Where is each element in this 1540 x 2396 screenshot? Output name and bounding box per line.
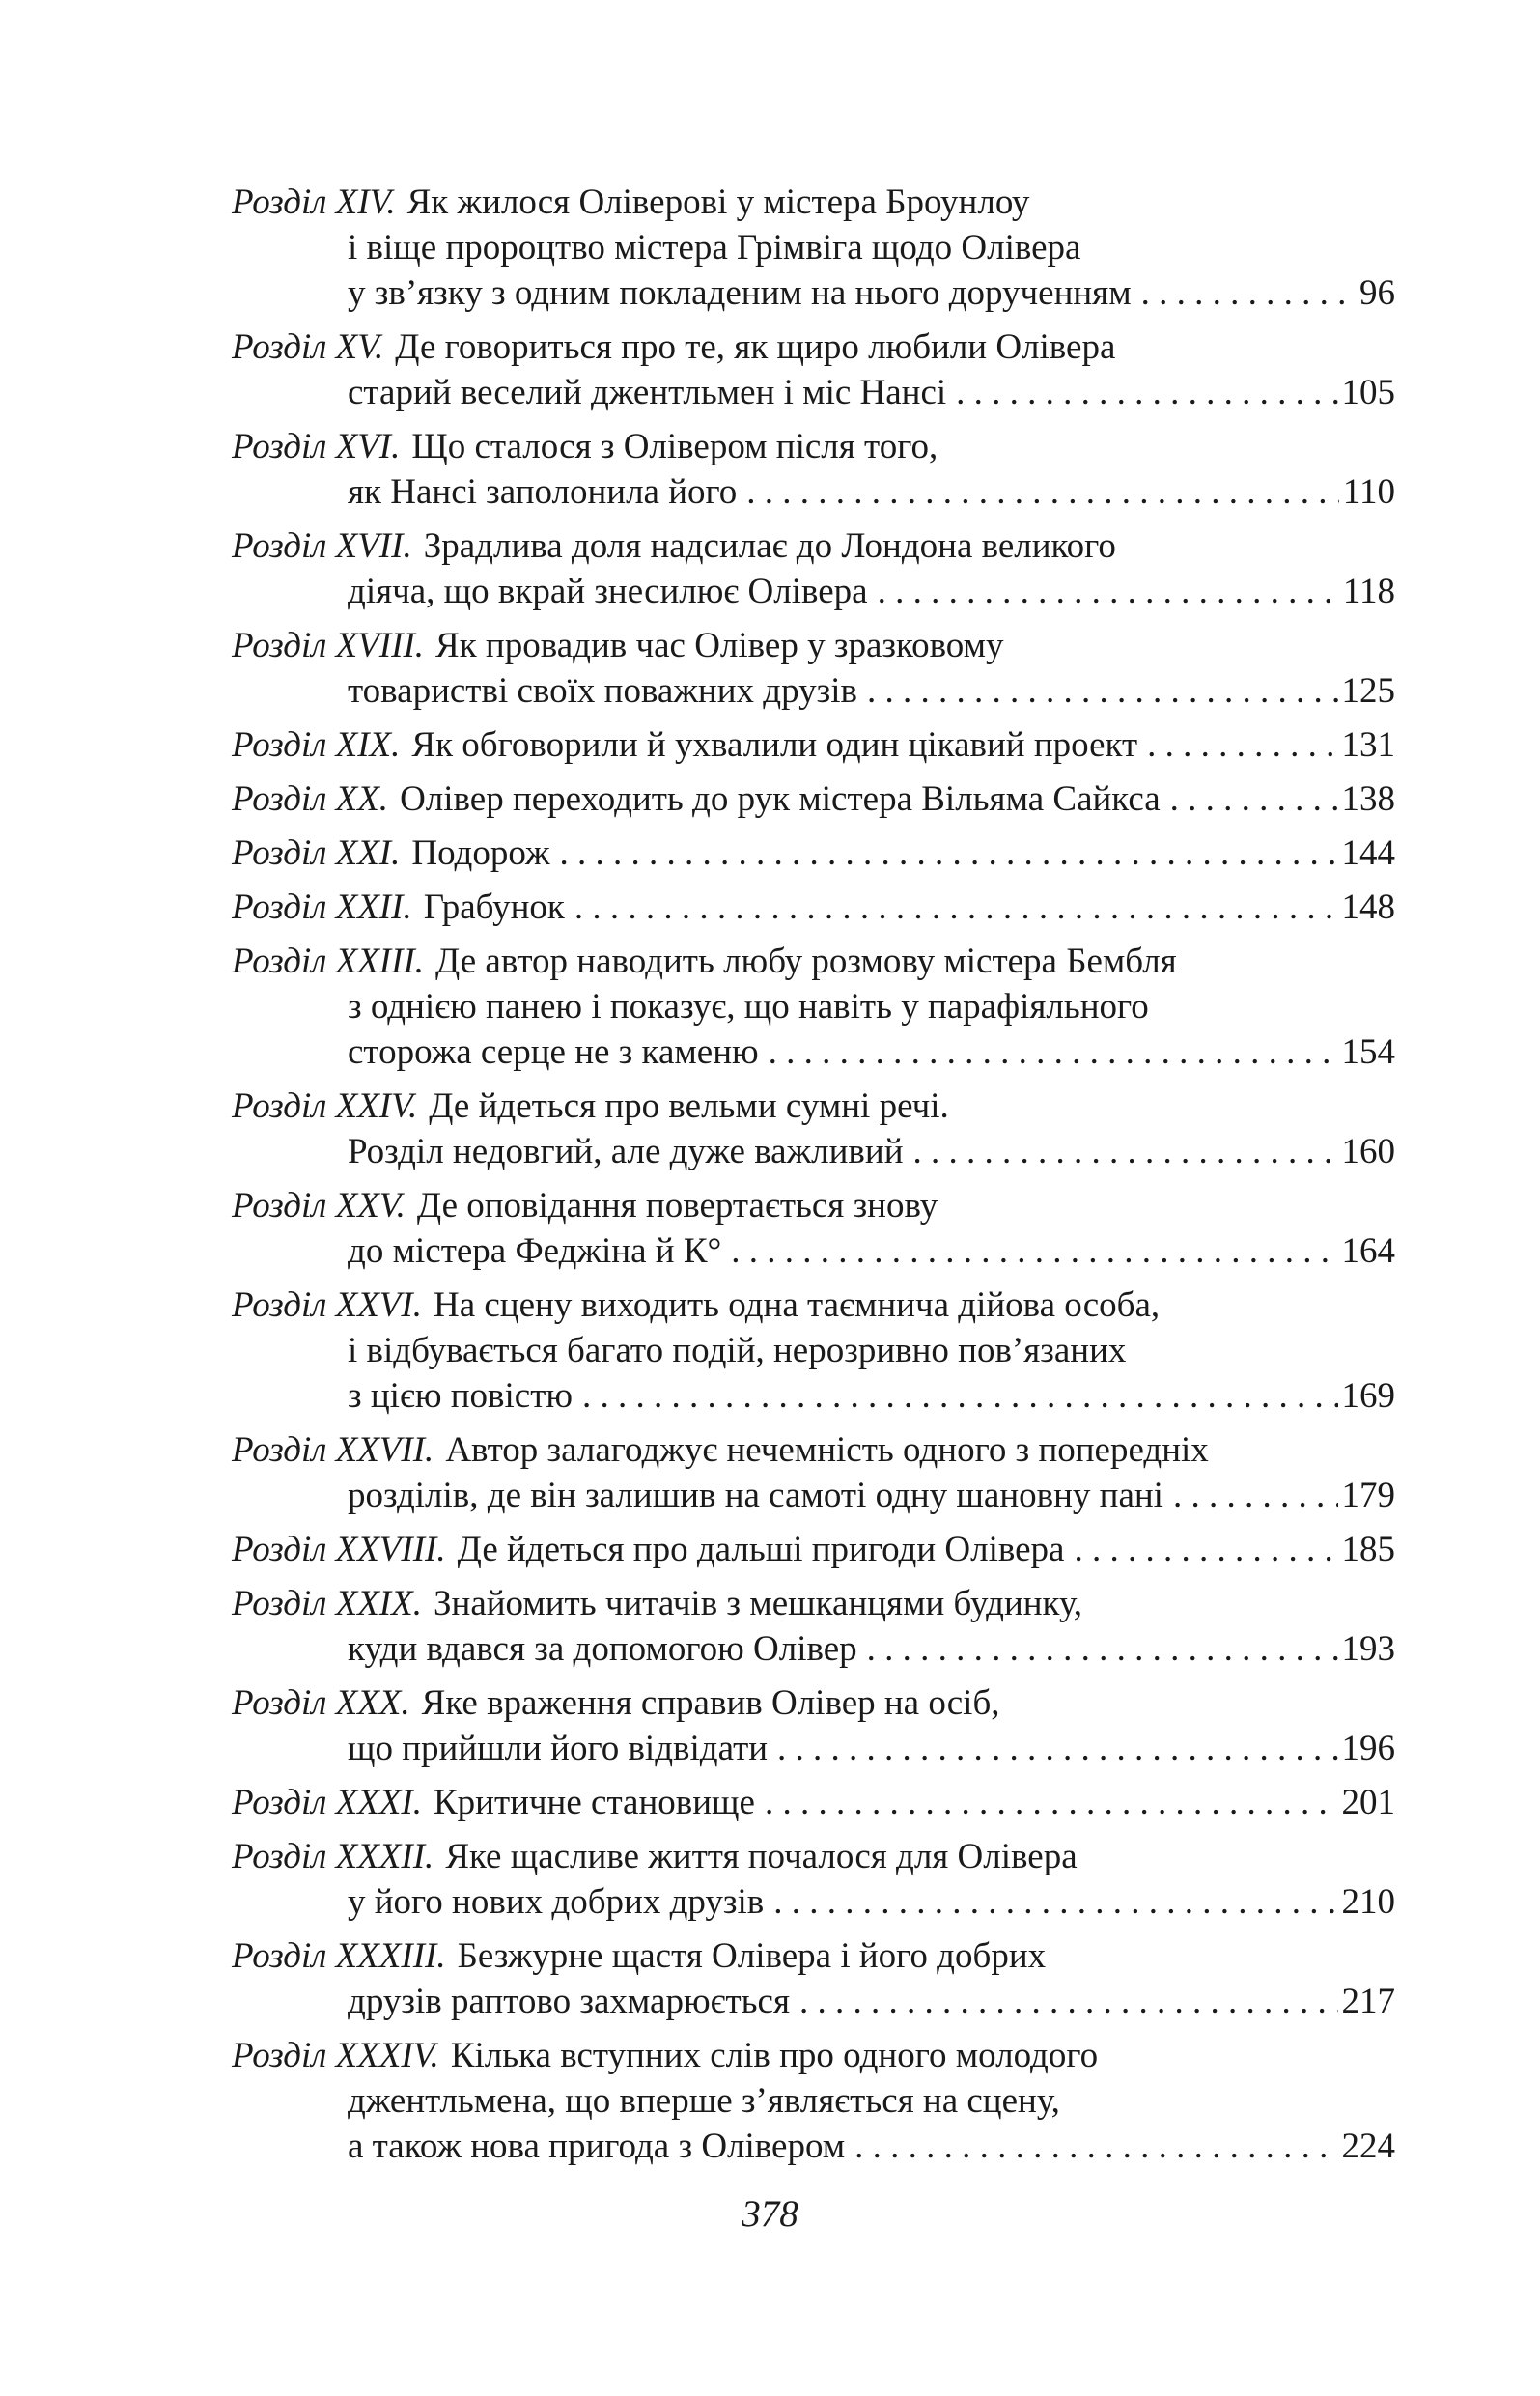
toc-page-number: 105 xyxy=(1341,373,1395,412)
toc-entry-line xyxy=(232,2078,1395,2124)
toc-entry xyxy=(232,831,1395,876)
toc-page-number: 164 xyxy=(1341,1231,1395,1271)
toc-page-number: 160 xyxy=(1341,1132,1395,1171)
toc-entry-line xyxy=(232,225,1395,270)
dot-leader xyxy=(799,1979,1338,2024)
toc-page-number: 210 xyxy=(1341,1882,1395,1922)
toc-entry-line xyxy=(232,1879,1395,1925)
toc-entry xyxy=(232,1780,1395,1825)
toc-page-number: 201 xyxy=(1341,1783,1395,1822)
toc-entry xyxy=(232,1283,1395,1419)
chapter-label: Розділ XXIV. xyxy=(232,1086,418,1126)
toc-entry-line xyxy=(232,1084,1395,1129)
chapter-title-text: Як жилося Оліверові у містера Броунлоу xyxy=(406,183,1030,222)
toc-entry-line xyxy=(232,2124,1395,2169)
dot-leader xyxy=(1170,776,1338,822)
toc-entry-line xyxy=(232,668,1395,714)
chapter-label: Розділ XVII. xyxy=(232,526,412,566)
toc-entry-line xyxy=(232,569,1395,614)
chapter-title-text: Як провадив час Олівер у зразковому xyxy=(435,626,1004,665)
chapter-label: Розділ XXVII. xyxy=(232,1430,434,1470)
chapter-title-text: Грабунок xyxy=(423,888,565,927)
dot-leader xyxy=(731,1228,1337,1274)
dot-leader xyxy=(867,668,1338,714)
chapter-title-text: Яке враження справив Олівер на осіб, xyxy=(421,1683,1000,1723)
toc-entry-line xyxy=(232,424,1395,469)
chapter-label: Розділ XXIX. xyxy=(232,1584,422,1623)
toc-entry-line xyxy=(232,1473,1395,1518)
toc-entry-line xyxy=(232,469,1395,515)
chapter-label: Розділ XVI. xyxy=(232,427,401,466)
toc-entry-line xyxy=(232,1626,1395,1672)
toc-entry xyxy=(232,722,1395,768)
toc-page-number: 193 xyxy=(1341,1629,1395,1669)
toc-entry-line xyxy=(232,831,1395,876)
chapter-title-text: Подорож xyxy=(411,833,550,873)
chapter-title-text: куди вдався за допомогою Олівер xyxy=(348,1629,857,1669)
chapter-title-text: у зв’язку з одним покладеним на нього дорученням xyxy=(348,273,1132,313)
toc-page-number: 131 xyxy=(1341,725,1395,765)
toc-entry-line xyxy=(232,1427,1395,1473)
chapter-label: Розділ XXXI. xyxy=(232,1783,422,1822)
dot-leader xyxy=(1173,1473,1338,1518)
toc-entry-line xyxy=(232,1979,1395,2024)
toc-entry-line xyxy=(232,1834,1395,1879)
dot-leader xyxy=(746,469,1339,515)
chapter-title-text: друзів раптово захмарюється xyxy=(348,1982,790,2021)
toc-page-number: 196 xyxy=(1341,1729,1395,1768)
toc-entry xyxy=(232,1084,1395,1174)
dot-leader xyxy=(854,2124,1337,2169)
dot-leader xyxy=(582,1373,1337,1419)
page-number: 378 xyxy=(742,2193,798,2235)
toc-entry-line xyxy=(232,722,1395,768)
chapter-label: Розділ XIX. xyxy=(232,725,401,765)
table-of-contents xyxy=(232,180,1395,2178)
toc-page-number: 185 xyxy=(1341,1530,1395,1569)
toc-page-number: 154 xyxy=(1341,1032,1395,1072)
toc-entry xyxy=(232,2033,1395,2169)
dot-leader xyxy=(1141,270,1356,316)
toc-entry xyxy=(232,1183,1395,1274)
toc-entry xyxy=(232,776,1395,822)
toc-page-number: 118 xyxy=(1342,572,1395,611)
chapter-title-text: Де оповідання повертається знову xyxy=(416,1186,938,1226)
chapter-title-text: Де автор наводить любу розмову містера Бембля xyxy=(435,942,1177,981)
chapter-title-text: товаристві своїх поважних друзів xyxy=(348,671,857,711)
toc-entry-line xyxy=(232,939,1395,984)
toc-entry-line xyxy=(232,623,1395,668)
chapter-title-text: і відбувається багато подій, нерозривно пов’язаних xyxy=(348,1331,1127,1370)
chapter-title-text: як Нансі заполонила його xyxy=(348,472,738,512)
dot-leader xyxy=(867,1626,1338,1672)
chapter-title-text: На сцену виходить одна таємнича дійова особа, xyxy=(433,1285,1161,1325)
toc-entry xyxy=(232,939,1395,1075)
dot-leader xyxy=(574,885,1338,930)
toc-entry xyxy=(232,1581,1395,1672)
toc-entry-line xyxy=(232,180,1395,225)
chapter-title-text: Знайомить читачів з мешканцями будинку, xyxy=(433,1584,1083,1623)
chapter-title-text: що прийшли його відвідати xyxy=(348,1729,769,1768)
chapter-title-text: Автор залагоджує нечемність одного з попередніх xyxy=(445,1430,1209,1470)
toc-entry-line xyxy=(232,1527,1395,1572)
chapter-title-text: Яке щасливе життя почалося для Олівера xyxy=(445,1837,1078,1876)
chapter-label: Розділ XX. xyxy=(232,779,389,819)
chapter-label: Розділ XXXIII. xyxy=(232,1936,446,1976)
toc-entry-line xyxy=(232,1373,1395,1419)
toc-entry xyxy=(232,523,1395,614)
toc-entry xyxy=(232,324,1395,415)
chapter-title-text: Розділ недовгий, але дуже важливий xyxy=(348,1132,904,1171)
toc-entry-line xyxy=(232,1680,1395,1726)
toc-entry xyxy=(232,1834,1395,1925)
toc-entry-line xyxy=(232,984,1395,1029)
toc-page-number: 169 xyxy=(1341,1376,1395,1416)
toc-entry-line xyxy=(232,1183,1395,1228)
chapter-label: Розділ XXVI. xyxy=(232,1285,422,1325)
chapter-title-text: до містера Феджіна й К° xyxy=(348,1231,722,1271)
chapter-title-text: а також нова пригода з Олівером xyxy=(348,2127,846,2166)
chapter-label: Розділ XXV. xyxy=(232,1186,406,1226)
dot-leader xyxy=(777,1726,1337,1771)
toc-page-number: 96 xyxy=(1359,273,1395,313)
toc-entry-line xyxy=(232,1328,1395,1373)
toc-entry-line xyxy=(232,1129,1395,1174)
toc-entry-line xyxy=(232,1933,1395,1979)
toc-entry xyxy=(232,885,1395,930)
toc-page-number: 179 xyxy=(1341,1476,1395,1515)
chapter-title-text: Де йдеться про дальші пригоди Олівера xyxy=(457,1530,1065,1569)
chapter-label: Розділ XVIII. xyxy=(232,626,425,665)
toc-entry xyxy=(232,623,1395,714)
chapter-title-text: розділів, де він залишив на самоті одну шановну пані xyxy=(348,1476,1163,1515)
dot-leader xyxy=(769,1029,1338,1075)
toc-entry-line xyxy=(232,2033,1395,2078)
chapter-title-text: у його нових добрих друзів xyxy=(348,1882,765,1922)
chapter-title-text: Кілька вступних слів про одного молодого xyxy=(450,2036,1099,2075)
chapter-label: Розділ XXI. xyxy=(232,833,401,873)
toc-entry-line xyxy=(232,1726,1395,1771)
chapter-title-text: Що сталося з Олівером після того, xyxy=(411,427,938,466)
dot-leader xyxy=(560,831,1338,876)
toc-page-number: 148 xyxy=(1341,888,1395,927)
toc-page-number: 125 xyxy=(1341,671,1395,711)
chapter-label: Розділ XIV. xyxy=(232,183,396,222)
chapter-title-text: старий веселий джентльмен і міс Нансі xyxy=(348,373,947,412)
chapter-title-text: Де йдеться про вельми сумні речі. xyxy=(429,1086,949,1126)
toc-entry-line xyxy=(232,523,1395,569)
chapter-label: Розділ XV. xyxy=(232,327,384,367)
toc-entry-line xyxy=(232,1228,1395,1274)
toc-entry-line xyxy=(232,1029,1395,1075)
chapter-title-text: з цією повістю xyxy=(348,1376,574,1416)
toc-entry xyxy=(232,1933,1395,2024)
toc-page-number: 144 xyxy=(1341,833,1395,873)
chapter-title-text: Зрадлива доля надсилає до Лондона великого xyxy=(423,526,1116,566)
toc-entry-line xyxy=(232,1283,1395,1328)
toc-entry xyxy=(232,424,1395,515)
chapter-label: Розділ XXXIV. xyxy=(232,2036,439,2075)
dot-leader xyxy=(913,1129,1338,1174)
toc-entry xyxy=(232,1527,1395,1572)
chapter-title-text: Де говориться про те, як щиро любили Олівера xyxy=(395,327,1116,367)
chapter-title-text: джентльмена, що вперше з’являється на сцену, xyxy=(348,2081,1060,2121)
dot-leader xyxy=(765,1780,1338,1825)
toc-entry xyxy=(232,1427,1395,1518)
toc-entry xyxy=(232,1680,1395,1771)
chapter-title-text: і віще пророцтво містера Грімвіга щодо Олівера xyxy=(348,228,1081,268)
chapter-label: Розділ XXXII. xyxy=(232,1837,434,1876)
chapter-title-text: Олівер переходить до рук містера Вільяма Сайкса xyxy=(400,779,1161,819)
toc-entry-line xyxy=(232,885,1395,930)
chapter-title-text: діяча, що вкрай знесилює Олівера xyxy=(348,572,868,611)
chapter-label: Розділ XXX. xyxy=(232,1683,410,1723)
dot-leader xyxy=(878,569,1339,614)
toc-entry-line xyxy=(232,270,1395,316)
dot-leader xyxy=(773,1879,1337,1925)
toc-entry-line xyxy=(232,776,1395,822)
toc-page-number: 224 xyxy=(1341,2127,1395,2166)
toc-entry xyxy=(232,180,1395,316)
chapter-title-text: Безжурне щастя Олівера і його добрих xyxy=(457,1936,1047,1976)
chapter-title-text: Як обговорили й ухвалили один цікавий проект xyxy=(411,725,1138,765)
chapter-label: Розділ XXVIII. xyxy=(232,1530,446,1569)
dot-leader xyxy=(1147,722,1337,768)
dot-leader xyxy=(1074,1527,1337,1572)
toc-entry-line xyxy=(232,1780,1395,1825)
toc-page-number: 138 xyxy=(1341,779,1395,819)
chapter-title-text: з однією панею і показує, що навіть у парафіяльного xyxy=(348,987,1149,1027)
toc-entry-line xyxy=(232,370,1395,415)
chapter-title-text: сторожа серце не з каменю xyxy=(348,1032,759,1072)
chapter-label: Розділ XXII. xyxy=(232,888,412,927)
chapter-label: Розділ XXIII. xyxy=(232,942,425,981)
toc-page-number: 110 xyxy=(1342,472,1395,512)
toc-page-number: 217 xyxy=(1341,1982,1395,2021)
toc-entry-line xyxy=(232,324,1395,370)
chapter-title-text: Критичне становище xyxy=(433,1783,755,1822)
dot-leader xyxy=(956,370,1337,415)
toc-entry-line xyxy=(232,1581,1395,1626)
